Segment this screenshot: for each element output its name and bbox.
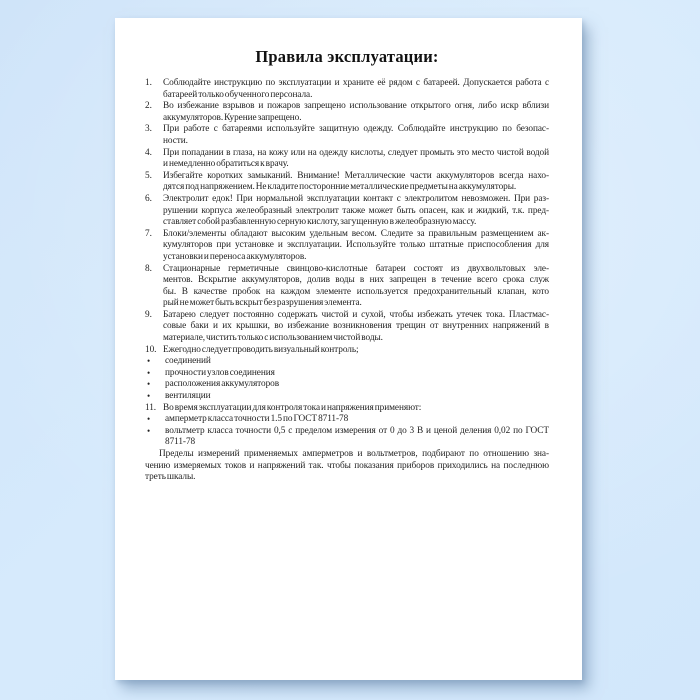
rules-list <box>145 78 549 449</box>
number-marker: 6. <box>145 193 152 204</box>
text-line: Во избежание взрывов и пожаров запрещено использование открытого огня, либо искр вблизи <box>163 101 549 112</box>
list-item-text <box>163 101 549 124</box>
text-line: бы. В качестве пробок на каждом элементе используется предохранительный клапан, кото <box>163 286 549 297</box>
list-item-text <box>163 229 549 264</box>
text-line: Во время эксплуатации для контроля тока и напряжения применяют: <box>163 402 422 413</box>
number-marker: 8. <box>145 263 152 274</box>
number-marker: 11. <box>145 402 157 413</box>
text-line: кумуляторов при установке и эксплуатации. Используйте только штатные приспособления для <box>163 240 549 251</box>
text-line: Соблюдайте инструкцию по эксплуатации и храните её рядом с батареей. Допускается работа с <box>163 78 549 88</box>
text-line: вентиляции <box>165 391 211 402</box>
text-line: и немедленно обратиться к врачу. <box>163 159 289 170</box>
closing-paragraph <box>145 449 549 484</box>
text-line: вольтметр класса точности 0,5 с пределом измерения от 0 до 3 В и ценой деления 0,02 по ГОСТ <box>165 425 549 436</box>
number-marker: 10. <box>145 344 157 355</box>
number-marker: 9. <box>145 309 152 320</box>
text-line: рушении корпуса желеобразный электролит также может быть опасен, как и жидкий, т.к. пред- <box>163 205 549 216</box>
number-marker: 7. <box>145 228 152 239</box>
list-item <box>145 229 549 264</box>
list-item <box>145 426 549 449</box>
list-item-text <box>163 264 549 310</box>
list-item <box>145 345 549 357</box>
list-item-text <box>163 78 549 101</box>
text-line: 8711-78 <box>165 437 196 448</box>
list-item <box>145 148 549 171</box>
number-marker: 2. <box>145 101 152 112</box>
text-line: ментов. Вскрытие аккумуляторов, долив воды в них запрещен в течение всего срока служ <box>163 275 549 286</box>
text-line: Стационарные герметичные свинцово-кислотные батареи состоят из двухвольтовых эле- <box>163 263 549 274</box>
text-line: аккумуляторов. Курение запрещено. <box>163 112 302 123</box>
list-item-text <box>165 379 549 391</box>
text-line: соединений <box>165 356 211 367</box>
bullet-marker: • <box>147 425 151 436</box>
list-item-text <box>165 414 549 426</box>
text-line: дятся под напряжением. Не кладите посторонние металлические предметы на аккумуляторы. <box>163 182 517 193</box>
text-line: батареей только обученного персонала. <box>163 89 313 100</box>
list-item <box>145 391 549 403</box>
number-marker: 3. <box>145 124 152 135</box>
text-line: амперметр класса точности 1.5 по ГОСТ 8711-78 <box>165 414 349 425</box>
list-item-text <box>165 368 549 380</box>
list-item <box>145 101 549 124</box>
list-item-text <box>165 356 549 368</box>
bullet-marker: • <box>147 379 151 390</box>
text-line: расположения аккумуляторов <box>165 379 280 390</box>
text-line: треть шкалы. <box>145 472 196 483</box>
list-item <box>145 379 549 391</box>
text-line: Батарею следует постоянно содержать чистой и сухой, чтобы избежать утечек тока. Пластмас- <box>163 309 549 320</box>
number-marker: 4. <box>145 147 152 158</box>
text-line: Электролит едок! При нормальной эксплуатации контакт с электролитом невозможен. При раз- <box>163 193 549 204</box>
text-line: Избегайте коротких замыканий. Внимание! Металлические части аккумуляторов всегда нахо- <box>163 170 549 181</box>
list-item-text <box>165 391 549 403</box>
text-line: ности. <box>163 135 188 146</box>
bullet-marker: • <box>147 391 151 402</box>
text-line: материале, чистить только с использованием чистой воды. <box>163 333 383 344</box>
list-item <box>145 310 549 345</box>
list-item-text <box>163 124 549 147</box>
text-line: Пределы измерений применяемых амперметров и вольтметров, подбирают по отношению зна- <box>159 449 549 459</box>
text-line: рый не может быть вскрыт без разрушения элемента. <box>163 298 362 309</box>
list-item <box>145 124 549 147</box>
text-line: Блоки/элементы обладают высоким удельным весом. Следите за правильным размещением ак- <box>163 228 549 239</box>
number-marker: 5. <box>145 170 152 181</box>
list-item <box>145 356 549 368</box>
list-item <box>145 368 549 380</box>
bullet-marker: • <box>147 356 151 367</box>
bullet-marker: • <box>147 414 151 425</box>
text-line: При попадании в глаза, на кожу или на одежду кислоты, следует промыть это место чистой водой <box>163 147 549 158</box>
list-item-text <box>163 403 549 415</box>
list-item-text <box>163 194 549 229</box>
list-item-text <box>165 426 549 449</box>
list-item <box>145 171 549 194</box>
list-item-text <box>163 345 549 357</box>
text-line: чению измеряемых токов и напряжений так. чтобы показания приборов приходились на последнюю <box>145 460 549 471</box>
list-item <box>145 194 549 229</box>
list-item-text <box>163 148 549 171</box>
list-item <box>145 264 549 310</box>
document-page <box>115 18 582 680</box>
number-marker: 1. <box>145 78 152 88</box>
list-item-text <box>163 310 549 345</box>
text-line: совые баки и их крышки, во избежание возникновения трещин от внутренних напряжений в <box>163 321 549 332</box>
bullet-marker: • <box>147 367 151 378</box>
document-title: Правила эксплуатации: <box>255 47 439 66</box>
text-line: При работе с батареями используйте защитную одежду. Соблюдайте инструкцию по безопас- <box>163 124 549 135</box>
text-line: Ежегодно следует проводить визуальный контроль; <box>163 344 359 355</box>
list-item <box>145 414 549 426</box>
text-line: прочности узлов соединения <box>165 367 275 378</box>
text-line: ставляет собой разбавленную серную кислоту, загущенную в желеобразную массу. <box>163 217 477 228</box>
text-line: установки и переноса аккумуляторов. <box>163 251 307 262</box>
list-item <box>145 403 549 415</box>
list-item-text <box>163 171 549 194</box>
list-item <box>145 78 549 101</box>
